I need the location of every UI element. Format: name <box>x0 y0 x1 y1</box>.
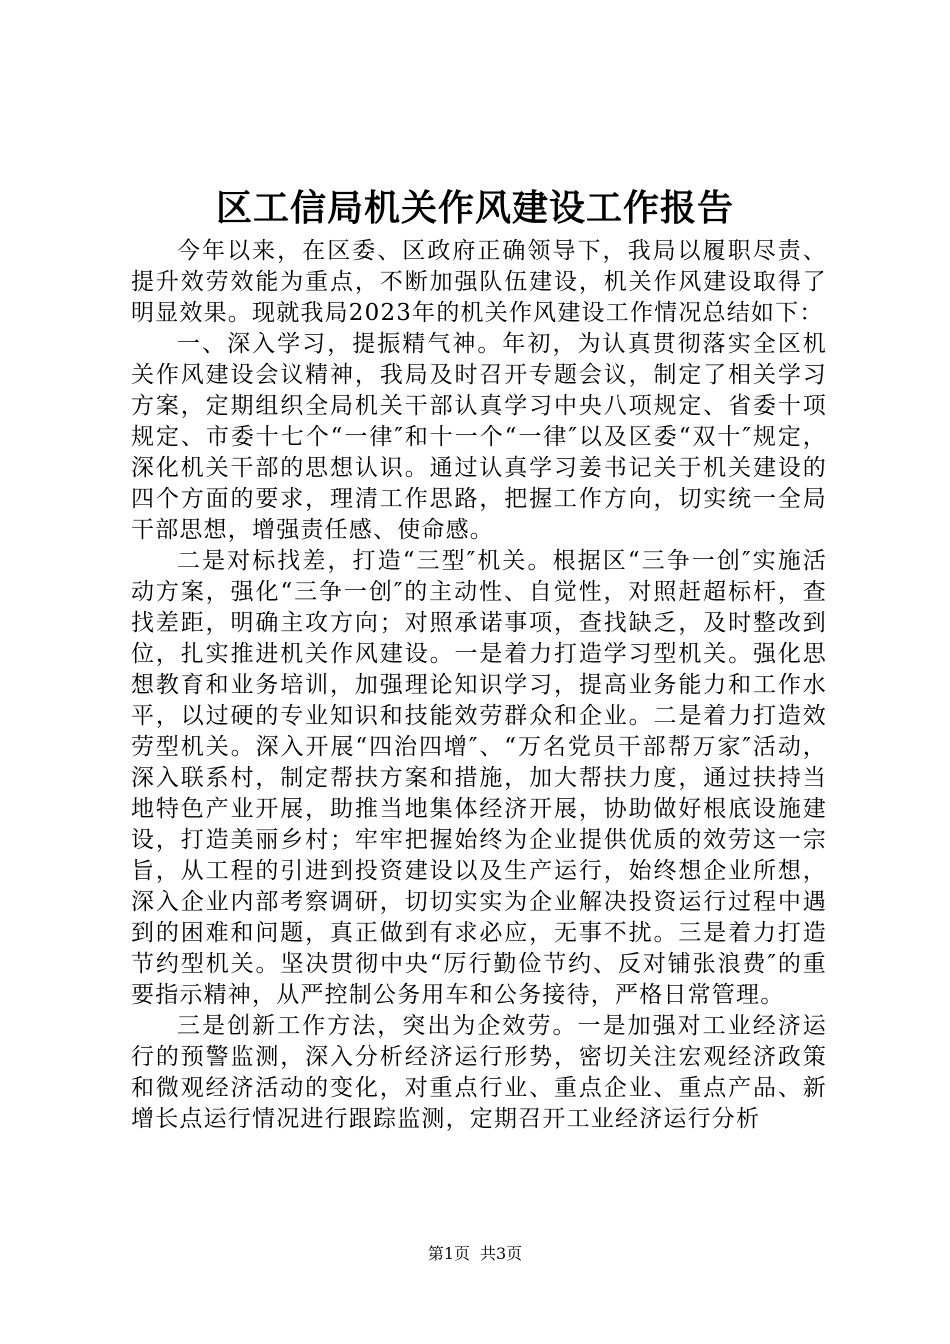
paragraph-section-1: 一、深入学习，提振精气神。年初，为认真贯彻落实全区机关作风建设会议精神，我局及时召开专题会议，制定了相关学习方案，定期组织全局机关干部认真学习中央八项规定、省委十项规定、市委十七个“一律″和十一个“一律″以及区委“双十″规定，深化机关干部的思想认识。通过认真学习姜书记关于机关建设的四个方面的要求，理清工作思路，把握工作方向，切实统一全局干部思想，增强责任感、使命感。 <box>131 331 827 543</box>
paragraph-section-3: 三是创新工作方法，突出为企效劳。一是加强对工业经济运行的预警监测，深入分析经济运行形势，密切关注宏观经济政策和微观经济活动的变化，对重点行业、重点企业、重点产品、新增长点运行情况进行跟踪监测，定期召开工业经济运行分析 <box>131 1013 827 1132</box>
page-footer <box>0 1244 950 1264</box>
page-total: 共3页 <box>480 1244 523 1263</box>
page-number: 第1页 <box>427 1244 470 1263</box>
paragraph-intro: 今年以来，在区委、区政府正确领导下，我局以履职尽责、提升效劳效能为重点，不断加强队伍建设，机关作风建设取得了明显效果。现就我局2023年的机关作风建设工作情况总结如下： <box>131 238 827 326</box>
paragraph-section-2: 二是对标找差，打造“三型″机关。根据区“三争一创″实施活动方案，强化“三争一创″的主动性、自觉性，对照赶超标杆，查找差距，明确主攻方向；对照承诺事项，查找缺乏，及时整改到位，扎实推进机关作风建设。一是着力打造学习型机关。强化思想教育和业务培训，加强理论知识学习，提高业务能力和工作水平，以过硬的专业知识和技能效劳群众和企业。二是着力打造效劳型机关。深入开展“四治四增″、“万名党员干部帮万家″活动，深入联系村，制定帮扶方案和措施，加大帮扶力度，通过扶持当地特色产业开展，助推当地集体经济开展，协助做好根底设施建设，打造美丽乡村；牢牢把握始终为企业提供优质的效劳这一宗旨，从工程的引进到投资建设以及生产运行，始终想企业所想，深入企业内部考察调研，切切实实为企业解决投资运行过程中遇到的困难和问题，真正做到有求必应，无事不扰。三是着力打造节约型机关。坚决贯彻中央“厉行勤俭节约、反对铺张浪费″的重要指示精神，从严控制公务用车和公务接待，严格日常管理。 <box>131 548 827 1008</box>
document-body <box>131 236 827 1135</box>
document-title: 区工信局机关作风建设工作报告 <box>215 187 734 229</box>
